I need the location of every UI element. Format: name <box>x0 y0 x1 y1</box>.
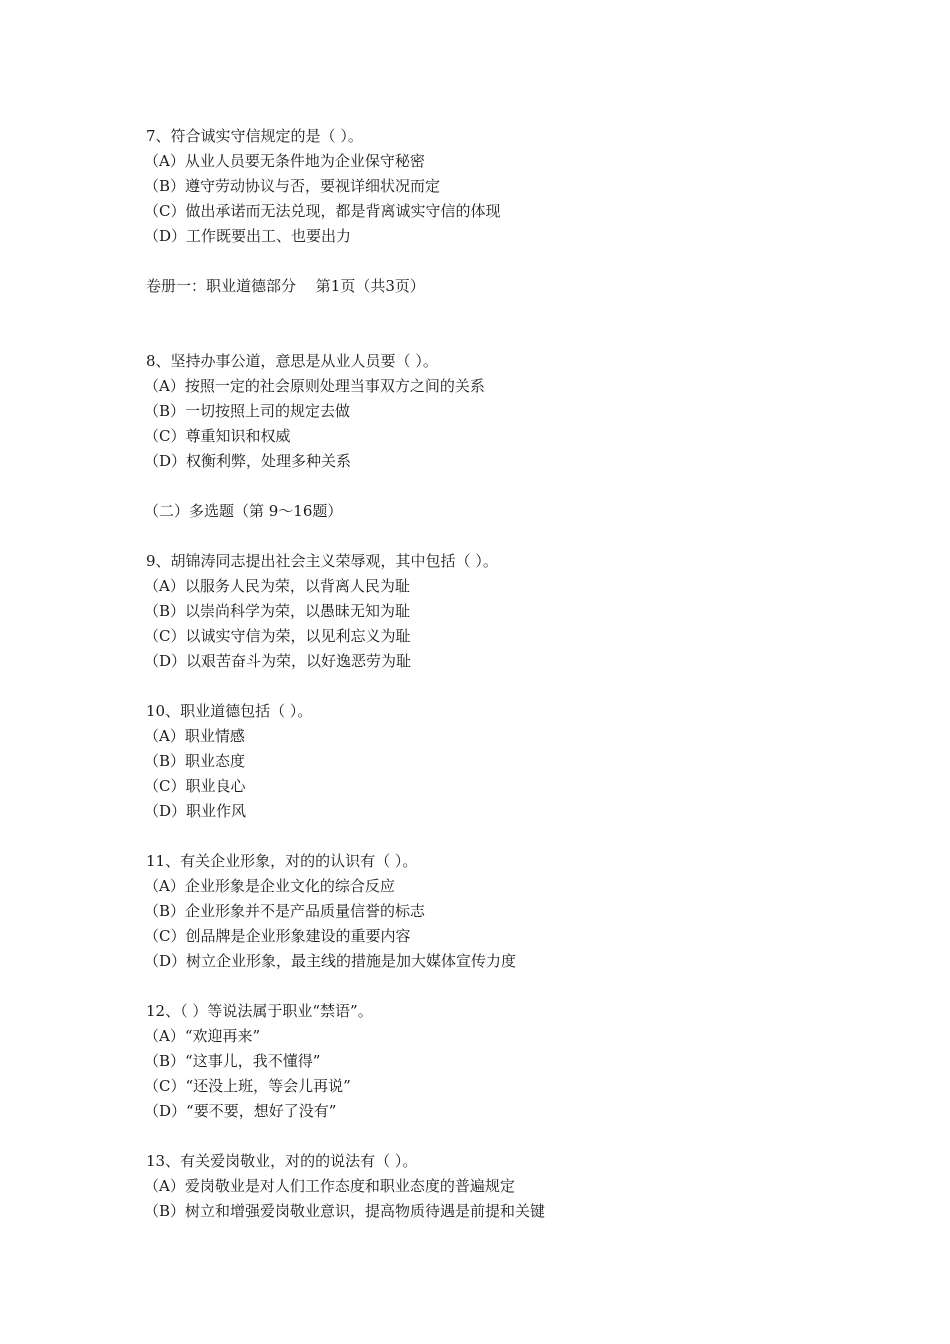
option-c: （C）尊重知识和权威 <box>144 427 291 445</box>
option-c: （C）职业良心 <box>144 777 246 795</box>
question-stem: 12、（ ）等说法属于职业“禁语”。 <box>146 1002 373 1020</box>
option-a: （A）职业情感 <box>144 727 245 745</box>
question-12 <box>146 999 846 1124</box>
section-heading: （二）多选题（第 9～16题） <box>144 502 343 520</box>
page-footer: 卷册一：职业道德部分 第1页（共3页） <box>146 277 425 295</box>
question-7 <box>146 124 846 249</box>
question-stem: 11、有关企业形象，对的的认识有（ ）。 <box>146 852 418 870</box>
option-c: （C）创品牌是企业形象建设的重要内容 <box>144 927 411 945</box>
option-a: （A）企业形象是企业文化的综合反应 <box>144 877 395 895</box>
option-d: （D）以艰苦奋斗为荣，以好逸恶劳为耻 <box>144 652 412 670</box>
question-stem: 7、符合诚实守信规定的是（ ）。 <box>146 127 363 145</box>
option-c: （C）“还没上班，等会儿再说” <box>144 1077 351 1095</box>
option-a: （A）以服务人民为荣，以背离人民为耻 <box>144 577 410 595</box>
question-stem: 13、有关爱岗敬业，对的的说法有（ ）。 <box>146 1152 418 1170</box>
option-b: （B）职业态度 <box>144 752 246 770</box>
option-a: （A）按照一定的社会原则处理当事双方之间的关系 <box>144 377 485 395</box>
option-b: （B）一切按照上司的规定去做 <box>144 402 351 420</box>
option-a: （A）从业人员要无条件地为企业保守秘密 <box>144 152 425 170</box>
option-d: （D）职业作风 <box>144 802 247 820</box>
question-13 <box>146 1149 846 1224</box>
option-a: （A）爱岗敬业是对人们工作态度和职业态度的普遍规定 <box>144 1177 515 1195</box>
option-d: （D）树立企业形象，最主线的措施是加大媒体宣传力度 <box>144 952 517 970</box>
option-a: （A）“欢迎再来” <box>144 1027 261 1045</box>
document-page <box>146 124 846 1224</box>
option-b: （B）以崇尚科学为荣，以愚昧无知为耻 <box>144 602 411 620</box>
question-9 <box>146 549 846 674</box>
option-d: （D）“要不要，想好了没有” <box>144 1102 337 1120</box>
option-c: （C）做出承诺而无法兑现，都是背离诚实守信的体现 <box>144 202 501 220</box>
option-b: （B）遵守劳动协议与否，要视详细状况而定 <box>144 177 441 195</box>
option-c: （C）以诚实守信为荣，以见利忘义为耻 <box>144 627 411 645</box>
option-b: （B）“这事儿，我不懂得” <box>144 1052 321 1070</box>
option-d: （D）工作既要出工、也要出力 <box>144 227 352 245</box>
question-11 <box>146 849 846 974</box>
question-8 <box>146 349 846 474</box>
question-stem: 8、坚持办事公道，意思是从业人员要（ ）。 <box>146 352 438 370</box>
option-d: （D）权衡利弊，处理多种关系 <box>144 452 352 470</box>
question-stem: 9、胡锦涛同志提出社会主义荣辱观，其中包括（ ）。 <box>146 552 498 570</box>
option-b: （B）树立和增强爱岗敬业意识，提高物质待遇是前提和关键 <box>144 1202 546 1220</box>
question-10 <box>146 699 846 824</box>
option-b: （B）企业形象并不是产品质量信誉的标志 <box>144 902 426 920</box>
question-stem: 10、职业道德包括（ ）。 <box>146 702 313 720</box>
